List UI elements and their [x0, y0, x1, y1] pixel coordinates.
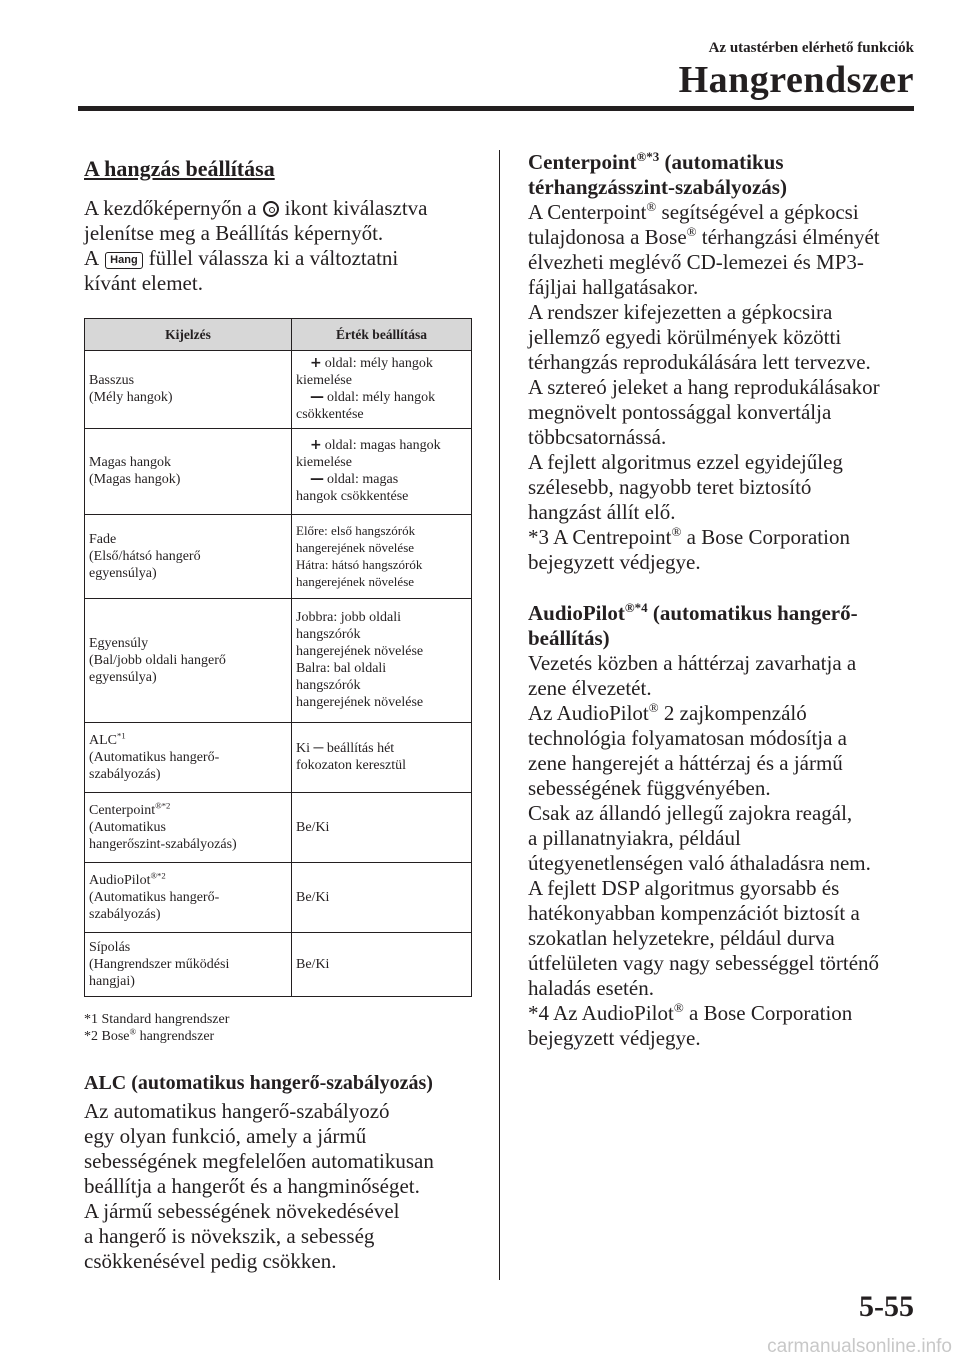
- label-text: ALC: [89, 732, 117, 748]
- centerpoint-line: többcsatornássá.: [528, 425, 667, 449]
- label-line: (Hangrendszer működési: [89, 956, 230, 972]
- value-text: oldal: magas: [327, 472, 399, 487]
- body-superscript: ®: [648, 700, 659, 715]
- value-text: oldal: magas hangok: [324, 438, 441, 453]
- intro-line-1: [84, 196, 474, 221]
- value-text: oldal: mély hangok: [327, 390, 436, 405]
- table-row: [85, 793, 472, 863]
- centerpoint-heading-2: térhangzásszint-szabályozás): [528, 175, 787, 199]
- table-cell-label: [85, 515, 292, 599]
- audiopilot-line: Csak az állandó jellegű zajokra reagál,: [528, 801, 853, 825]
- table-header: Kijelzés: [85, 319, 292, 351]
- value-line: Be/Ki: [296, 819, 330, 835]
- table-cell-value: [292, 933, 472, 997]
- intro-text: A: [84, 246, 100, 270]
- centerpoint-line: szélesebb, nagyobb teret biztosító: [528, 475, 812, 499]
- value-line: hangerejének növelése: [296, 644, 424, 659]
- label-line: Sípolás: [89, 939, 131, 955]
- table-cell-value: [292, 599, 472, 723]
- centerpoint-line: A fejlett algoritmus ezzel egyidejűleg: [528, 450, 843, 474]
- minus-icon: —: [310, 389, 324, 405]
- value-line: [296, 355, 467, 372]
- intro-text: füllel válassza ki a változtatni: [148, 246, 399, 270]
- value-line: kiemelése: [296, 455, 352, 470]
- centerpoint-line: A sztereó jeleket a hang reprodukálásakor: [528, 375, 880, 399]
- table-cell-label: [85, 933, 292, 997]
- label-superscript: ®*2: [150, 869, 166, 880]
- value-line: hangszórók: [296, 627, 361, 642]
- spacer: [528, 575, 928, 601]
- body-text: segítségével a gépkocsi: [656, 200, 859, 224]
- table-row: [85, 429, 472, 515]
- intro-text: ikont kiválasztva: [284, 196, 428, 220]
- heading-superscript: ®*3: [636, 149, 660, 164]
- body-text: *3 A Centrepoint: [528, 525, 672, 549]
- table-footnotes: [84, 1011, 474, 1045]
- value-line: [296, 389, 467, 406]
- audiopilot-line: sebességének függvényében.: [528, 776, 771, 800]
- table-cell-label: [85, 599, 292, 723]
- footnote-text: hangrendszer: [136, 1029, 215, 1044]
- value-line: fokozaton keresztül: [296, 758, 407, 773]
- alc-line: csökkenésével pedig csökken.: [84, 1249, 337, 1273]
- table-row: [85, 933, 472, 997]
- footnote-1: *1 Standard hangrendszer: [84, 1012, 230, 1027]
- label-line: (Első/hátsó hangerő: [89, 548, 201, 564]
- centerpoint-footnote-2: bejegyzett védjegye.: [528, 550, 701, 574]
- body-text: *4 Az AudioPilot: [528, 1001, 674, 1025]
- body-text: Az AudioPilot: [528, 701, 649, 725]
- label-line: Egyensúly: [89, 635, 149, 651]
- audiopilot-heading-2: beállítás): [528, 626, 610, 650]
- footnote-2: [84, 1028, 474, 1045]
- centerpoint-line: élvezheti meglévő CD-lemezei és MP3-: [528, 250, 864, 274]
- table-cell-value: [292, 863, 472, 933]
- body-superscript: ®: [673, 1000, 684, 1015]
- table-cell-value: [292, 429, 472, 515]
- body-text: térhangzási élményét: [696, 225, 880, 249]
- table-cell-label: [85, 429, 292, 515]
- label-line: Basszus: [89, 373, 135, 388]
- value-line: [296, 471, 467, 488]
- value-line: hangok csökkentése: [296, 489, 409, 504]
- label-line: hangerőszint-szabályozás): [89, 836, 237, 852]
- label-line: Fade: [89, 531, 117, 547]
- body-superscript: ®: [671, 524, 682, 539]
- value-line: csökkentése: [296, 407, 364, 422]
- table-row: [85, 351, 472, 429]
- table-cell-value: [292, 793, 472, 863]
- audiopilot-line: szokatlan helyzetekre, például durva: [528, 926, 835, 950]
- centerpoint-line: hangzást állít elő.: [528, 500, 676, 524]
- intro-line-2: jelenítse meg a Beállítás képernyőt.: [84, 221, 384, 245]
- table-header-row: [85, 319, 472, 351]
- intro-line-3: [84, 246, 474, 271]
- alc-heading: ALC (automatikus hangerő-szabályozás): [84, 1072, 433, 1094]
- gear-icon: [263, 201, 279, 217]
- value-line: Ki ─ beállítás hét: [296, 741, 395, 756]
- audiopilot-line: A fejlett DSP algoritmus gyorsabb és: [528, 876, 840, 900]
- header-divider: [78, 106, 914, 111]
- table-cell-value: [292, 723, 472, 793]
- centerpoint-line: fájljai hallgatásakor.: [528, 275, 699, 299]
- heading-text: AudioPilot: [528, 601, 625, 625]
- left-column: [84, 150, 474, 1274]
- label-line: egyensúlya): [89, 565, 157, 581]
- label-line: szabályozás): [89, 766, 161, 782]
- audiopilot-heading: [528, 601, 928, 626]
- audiopilot-footnote-2: bejegyzett védjegye.: [528, 1026, 701, 1050]
- value-line: Hátra: hátsó hangszórók: [296, 557, 423, 572]
- value-line: Be/Ki: [296, 956, 330, 972]
- intro-line-4: kívánt elemet.: [84, 271, 203, 295]
- heading-text: (automatikus hangerő-: [647, 601, 858, 625]
- label-line: egyensúlya): [89, 669, 157, 685]
- table-row: [85, 515, 472, 599]
- label-line: (Magas hangok): [89, 472, 181, 487]
- intro-text: A kezdőképernyőn a: [84, 196, 257, 220]
- plus-icon: +: [310, 437, 322, 453]
- centerpoint-line: megnövelt pontossággal konvertálja: [528, 400, 832, 424]
- audiopilot-line: technológia folyamatosan módosítja a: [528, 726, 847, 750]
- label-superscript: ®*2: [155, 799, 171, 810]
- label-line: (Automatikus: [89, 819, 166, 835]
- value-line: Be/Ki: [296, 889, 330, 905]
- label-text: Centerpoint: [89, 802, 156, 818]
- body-text: a Bose Corporation: [681, 525, 850, 549]
- audiopilot-line: [528, 701, 928, 726]
- table-cell-value: [292, 351, 472, 429]
- label-line: hangjai): [89, 973, 135, 989]
- heading-superscript: ®*4: [624, 600, 648, 615]
- value-line: [296, 437, 467, 454]
- label-text: AudioPilot: [89, 872, 151, 888]
- value-line: hangerejének növelése: [296, 540, 415, 555]
- settings-table: [84, 318, 472, 997]
- table-cell-label: [85, 863, 292, 933]
- footnote-text: *2 Bose: [84, 1029, 130, 1044]
- value-line: Balra: bal oldali: [296, 661, 387, 676]
- value-text: oldal: mély hangok: [324, 356, 433, 371]
- centerpoint-line: [528, 200, 928, 225]
- label-line: szabályozás): [89, 906, 161, 922]
- body-text: 2 zajkompenzáló: [658, 701, 807, 725]
- label-line: (Bal/jobb oldali hangerő: [89, 652, 226, 668]
- body-text: tulajdonosa a Bose: [528, 225, 687, 249]
- centerpoint-line: jellemző egyedi körülmények közötti: [528, 325, 842, 349]
- body-superscript: ®: [646, 199, 657, 214]
- body-text: a Bose Corporation: [683, 1001, 853, 1025]
- audiopilot-footnote: [528, 1001, 928, 1026]
- audiopilot-line: zene hangerejét a háttérzaj és a jármű: [528, 751, 843, 775]
- plus-icon: +: [310, 355, 322, 371]
- minus-icon: —: [310, 471, 324, 487]
- table-cell-value: [292, 515, 472, 599]
- audiopilot-line: haladás esetén.: [528, 976, 654, 1000]
- heading-text: Centerpoint: [528, 150, 637, 174]
- label-line: (Automatikus hangerő-: [89, 749, 220, 765]
- centerpoint-line: térhangzás reprodukálására lett tervezve.: [528, 350, 871, 374]
- table-row: [85, 863, 472, 933]
- audiopilot-line: hatékonyabban kompenzációt biztosít a: [528, 901, 860, 925]
- label-line: [89, 729, 287, 749]
- column-divider: [499, 150, 500, 1280]
- label-line: (Mély hangok): [89, 390, 173, 405]
- right-column: [528, 150, 928, 1051]
- centerpoint-footnote: [528, 525, 928, 550]
- table-cell-label: [85, 723, 292, 793]
- alc-line: Az automatikus hangerő-szabályozó: [84, 1099, 390, 1123]
- section-title: A hangzás beállítása: [84, 156, 275, 181]
- centerpoint-line: [528, 225, 928, 250]
- alc-line: egy olyan funkció, amely a jármű: [84, 1124, 367, 1148]
- label-superscript: *1: [117, 729, 126, 740]
- table-row: [85, 723, 472, 793]
- audiopilot-line: zene élvezetét.: [528, 676, 652, 700]
- audiopilot-line: útfelületen vagy nagy sebességgel történő: [528, 951, 880, 975]
- page-title: Hangrendszer: [678, 59, 914, 101]
- value-line: hangerejének növelése: [296, 574, 415, 589]
- table-cell-label: [85, 793, 292, 863]
- audiopilot-line: a pillanatnyiakra, például: [528, 826, 741, 850]
- table-header: Érték beállítása: [292, 319, 472, 351]
- alc-line: beállítja a hangerőt és a hangminőséget.: [84, 1174, 420, 1198]
- value-line: kiemelése: [296, 373, 352, 388]
- value-line: hangszórók: [296, 678, 361, 693]
- heading-text: (automatikus: [659, 150, 784, 174]
- page-number: 5-55: [859, 1290, 914, 1323]
- audiopilot-line: Vezetés közben a háttérzaj zavarhatja a: [528, 651, 857, 675]
- alc-line: sebességének megfelelően automatikusan: [84, 1149, 434, 1173]
- value-line: Jobbra: jobb oldali: [296, 610, 401, 625]
- body-text: A Centerpoint: [528, 200, 647, 224]
- watermark: carmanualsonline.info: [767, 1336, 952, 1357]
- label-line: [89, 869, 287, 889]
- footnote-superscript: ®: [129, 1026, 137, 1037]
- centerpoint-line: A rendszer kifejezetten a gépkocsira: [528, 300, 833, 324]
- centerpoint-heading: [528, 150, 928, 175]
- label-line: (Automatikus hangerő-: [89, 889, 220, 905]
- table-row: [85, 599, 472, 723]
- audiopilot-line: útegyenetlenségen való áthaladásra nem.: [528, 851, 871, 875]
- body-superscript: ®: [686, 224, 697, 239]
- hang-tab-label: Hang: [105, 252, 143, 269]
- label-line: [89, 799, 287, 819]
- value-line: hangerejének növelése: [296, 695, 424, 710]
- table-cell-label: [85, 351, 292, 429]
- chapter-title: Az utastérben elérhető funkciók: [708, 40, 914, 56]
- alc-line: A jármű sebességének növekedésével: [84, 1199, 400, 1223]
- value-line: Előre: első hangszórók: [296, 523, 416, 538]
- alc-line: a hangerő is növekszik, a sebesség: [84, 1224, 375, 1248]
- label-line: Magas hangok: [89, 455, 172, 470]
